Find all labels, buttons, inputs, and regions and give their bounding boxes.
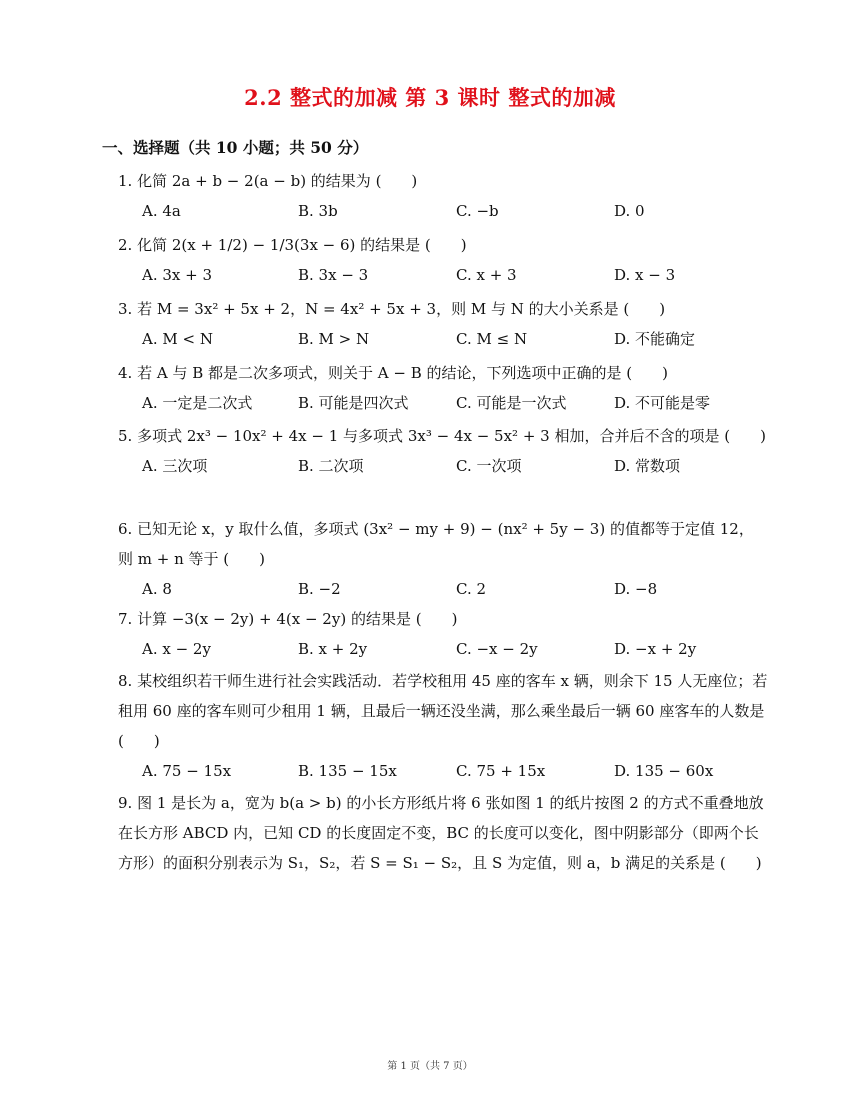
- option-b: B. x + 2y: [298, 640, 368, 658]
- question-7: [118, 604, 768, 664]
- question-stem: 9. 图 1 是长为 a，宽为 b(a > b) 的小长方形纸片将 6 张如图 1 的纸片按图 2 的方式不重叠地放在长方形 ABCD 内，已知 CD 的长度固定不变，BC 的长度可以变化，图中阴影部分（即两个长方形）的面积分别表示为 S₁，S₂，若 S = S₁ − S₂，且 S 为定值，则 a，b 满足的关系是 ( ): [118, 794, 764, 872]
- option-a: A. x − 2y: [142, 640, 211, 658]
- question-6: [118, 514, 768, 604]
- question-stem: 5. 多项式 2x³ − 10x² + 4x − 1 与多项式 3x³ − 4x − 5x² + 3 相加，合并后不含的项是 ( ): [118, 427, 766, 445]
- option-b: B. 二次项: [298, 457, 364, 475]
- option-a: A. 8: [142, 580, 172, 598]
- option-d: D. −x + 2y: [614, 640, 697, 658]
- page-footer: 第 1 页（共 7 页）: [387, 1061, 473, 1072]
- option-c: C. −b: [456, 202, 499, 220]
- question-9: [118, 788, 768, 878]
- option-c: C. −x − 2y: [456, 640, 538, 658]
- question-stem: 4. 若 A 与 B 都是二次多项式，则关于 A − B 的结论，下列选项中正确的是 ( ): [118, 364, 668, 382]
- option-d: D. −8: [614, 580, 658, 598]
- question-1: [118, 166, 768, 226]
- question-3: [118, 294, 768, 354]
- option-c: C. 可能是一次式: [456, 394, 567, 412]
- option-d: D. 不能确定: [614, 330, 696, 348]
- question-4: [118, 358, 768, 418]
- option-b: B. 可能是四次式: [298, 394, 409, 412]
- option-d: D. 0: [614, 202, 645, 220]
- option-c: C. 2: [456, 580, 487, 598]
- section-heading: 一、选择题（共 10 小题；共 50 分）: [102, 138, 369, 157]
- page-title: 2.2 整式的加减 第 3 课时 整式的加减: [244, 85, 616, 110]
- option-b: B. M > N: [298, 330, 370, 348]
- option-b: B. 135 − 15x: [298, 762, 397, 780]
- question-stem: 7. 计算 −3(x − 2y) + 4(x − 2y) 的结果是 ( ): [118, 610, 458, 628]
- question-8: [118, 666, 768, 786]
- question-stem: 8. 某校组织若干师生进行社会实践活动．若学校租用 45 座的客车 x 辆，则余下 15 人无座位；若租用 60 座的客车则可少租用 1 辆，且最后一辆还没坐满，那么乘坐最后一辆 60 座客车的人数是 ( ): [118, 672, 768, 750]
- option-d: D. 常数项: [614, 457, 681, 475]
- question-stem: 2. 化简 2(x + 1/2) − 1/3(3x − 6) 的结果是 ( ): [118, 236, 467, 254]
- question-stem: 6. 已知无论 x，y 取什么值，多项式 (3x² − my + 9) − (nx² + 5y − 3) 的值都等于定值 12，则 m + n 等于 ( ): [118, 520, 754, 568]
- option-a: A. 3x + 3: [142, 266, 213, 284]
- option-a: A. 75 − 15x: [142, 762, 232, 780]
- option-c: C. 75 + 15x: [456, 762, 546, 780]
- option-a: A. 一定是二次式: [142, 394, 253, 412]
- question-stem: 1. 化简 2a + b − 2(a − b) 的结果为 ( ): [118, 172, 418, 190]
- option-d: D. 135 − 60x: [614, 762, 714, 780]
- option-a: A. 4a: [142, 202, 181, 220]
- question-stem: 3. 若 M = 3x² + 5x + 2，N = 4x² + 5x + 3，则 M 与 N 的大小关系是 ( ): [118, 300, 666, 318]
- question-5: [118, 421, 768, 481]
- option-d: D. 不可能是零: [614, 394, 711, 412]
- option-a: A. 三次项: [142, 457, 208, 475]
- option-c: C. M ≤ N: [456, 330, 528, 348]
- option-b: B. −2: [298, 580, 341, 598]
- option-b: B. 3b: [298, 202, 338, 220]
- option-d: D. x − 3: [614, 266, 676, 284]
- option-c: C. x + 3: [456, 266, 517, 284]
- question-2: [118, 230, 768, 290]
- option-c: C. 一次项: [456, 457, 522, 475]
- option-a: A. M < N: [142, 330, 213, 348]
- option-b: B. 3x − 3: [298, 266, 369, 284]
